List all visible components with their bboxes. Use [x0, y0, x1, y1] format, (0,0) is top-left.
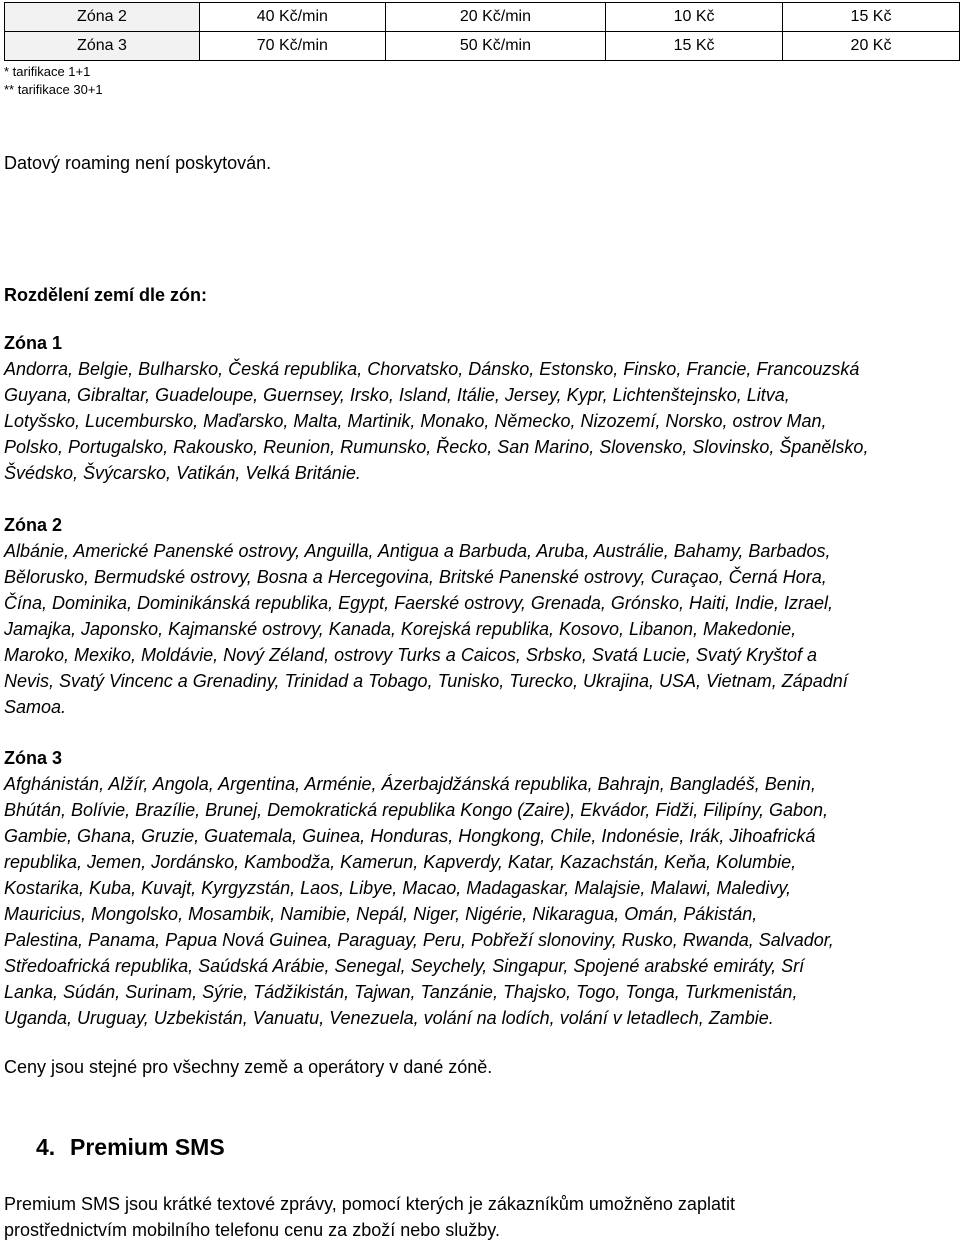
paragraph-line: prostřednictvím mobilního telefonu cenu za zboží nebo služby.	[4, 1220, 500, 1240]
country-line: Guyana, Gibraltar, Guadeloupe, Guernsey, Irsko, Island, Itálie, Jersey, Kypr, Lichtenštejnsko, Litva,	[4, 385, 790, 405]
country-line: Bělorusko, Bermudské ostrovy, Bosna a Hercegovina, Britské Panenské ostrovy, Curaçao, Černá Hora,	[4, 567, 827, 587]
country-line: Středoafrická republika, Saúdská Arábie, Senegal, Seychely, Singapur, Spojené arabské emiráty, Srí	[4, 956, 805, 976]
rate-row-zone2	[5, 3, 960, 32]
paragraph-line: Premium SMS jsou krátké textové zprávy, pomocí kterých je zákazníkům umožněno zaplatit	[4, 1194, 735, 1214]
zone-cell: Zóna 3	[5, 32, 200, 61]
same-prices-text: Ceny jsou stejné pro všechny země a operátory v dané zóně.	[4, 1057, 493, 1077]
data-roaming-text: Datový roaming není poskytován.	[4, 153, 272, 173]
rate-cell: 15 Kč	[606, 32, 783, 61]
section-title: Premium SMS	[70, 1134, 225, 1160]
country-line: Mauricius, Mongolsko, Mosambik, Namibie, Nepál, Niger, Nigérie, Nikaragua, Omán, Pákistán,	[4, 904, 758, 924]
rate-cell: 40 Kč/min	[199, 3, 385, 32]
tariff-note: ** tarifikace 30+1	[4, 82, 103, 97]
zone2-countries	[4, 538, 904, 720]
zone3-countries	[4, 771, 904, 1031]
rate-cell: 50 Kč/min	[385, 32, 605, 61]
zone1-title: Zóna 1	[4, 333, 63, 353]
country-line: Maroko, Mexiko, Moldávie, Nový Zéland, ostrovy Turks a Caicos, Srbsko, Svatá Lucie, Svatý Kryštof a	[4, 645, 817, 665]
country-line: Andorra, Belgie, Bulharsko, Česká republika, Chorvatsko, Dánsko, Estonsko, Finsko, Francie, Francouzská	[4, 359, 860, 379]
country-line: Palestina, Panama, Papua Nová Guinea, Paraguay, Peru, Pobřeží slonoviny, Rusko, Rwanda, Salvador,	[4, 930, 834, 950]
zone2-title: Zóna 2	[4, 515, 63, 535]
country-line: Albánie, Americké Panenské ostrovy, Anguilla, Antigua a Barbuda, Aruba, Austrálie, Bahamy, Barbados,	[4, 541, 831, 561]
country-line: Samoa.	[4, 697, 67, 717]
country-line: Lanka, Súdán, Surinam, Sýrie, Tádžikistán, Tajwan, Tanzánie, Thajsko, Togo, Tonga, Turkmenistán,	[4, 982, 798, 1002]
section-heading	[36, 1134, 225, 1161]
country-line: Gambie, Ghana, Gruzie, Guatemala, Guinea, Honduras, Hongkong, Chile, Indonésie, Irák, Jihoafrická	[4, 826, 816, 846]
country-line: republika, Jemen, Jordánsko, Kambodža, Kamerun, Kapverdy, Katar, Kazachstán, Keňa, Kolumbie,	[4, 852, 797, 872]
premium-sms-paragraph	[4, 1191, 904, 1243]
tariff-notes	[4, 63, 103, 99]
rate-cell: 10 Kč	[606, 3, 783, 32]
country-line: Čína, Dominika, Dominikánská republika, Egypt, Faerské ostrovy, Grenada, Grónsko, Haiti, Indie, Izrael,	[4, 593, 834, 613]
country-line: Kostarika, Kuba, Kuvajt, Kyrgyzstán, Laos, Libye, Macao, Madagaskar, Malajsie, Malawi, Maledivy,	[4, 878, 792, 898]
zones-heading: Rozdělení zemí dle zón:	[4, 285, 208, 305]
section-number: 4.	[36, 1134, 56, 1160]
rate-cell: 15 Kč	[783, 3, 960, 32]
country-line: Švédsko, Švýcarsko, Vatikán, Velká Británie.	[4, 463, 361, 483]
zone2-section	[4, 512, 904, 720]
zone1-countries	[4, 356, 904, 486]
rate-cell: 70 Kč/min	[199, 32, 385, 61]
zone1-section	[4, 330, 904, 486]
country-line: Afghánistán, Alžír, Angola, Argentina, Arménie, Ázerbajdžánská republika, Bahrajn, Bangladéš, Benin,	[4, 774, 816, 794]
country-line: Uganda, Uruguay, Uzbekistán, Vanuatu, Venezuela, volání na lodích, volání v letadlech, Zambie.	[4, 1008, 774, 1028]
country-line: Nevis, Svatý Vincenc a Grenadiny, Trinidad a Tobago, Tunisko, Turecko, Ukrajina, USA, Vietnam, Západní	[4, 671, 848, 691]
country-line: Polsko, Portugalsko, Rakousko, Reunion, Rumunsko, Řecko, San Marino, Slovensko, Slovinsko, Španělsko,	[4, 437, 869, 457]
zone3-section	[4, 745, 904, 1031]
zone3-title: Zóna 3	[4, 748, 63, 768]
country-line: Jamajka, Japonsko, Kajmanské ostrovy, Kanada, Korejská republika, Kosovo, Libanon, Makedonie,	[4, 619, 797, 639]
country-line: Bhútán, Bolívie, Brazílie, Brunej, Demokratická republika Kongo (Zaire), Ekvádor, Fidži, Filipíny, Gabon,	[4, 800, 829, 820]
rate-row-zone3	[5, 32, 960, 61]
rate-cell: 20 Kč	[783, 32, 960, 61]
rate-table	[4, 2, 960, 61]
zone-cell: Zóna 2	[5, 3, 200, 32]
country-line: Lotyšsko, Lucembursko, Maďarsko, Malta, Martinik, Monako, Německo, Nizozemí, Norsko, ostrov Man,	[4, 411, 827, 431]
rate-cell: 20 Kč/min	[385, 3, 605, 32]
tariff-note: * tarifikace 1+1	[4, 64, 91, 79]
